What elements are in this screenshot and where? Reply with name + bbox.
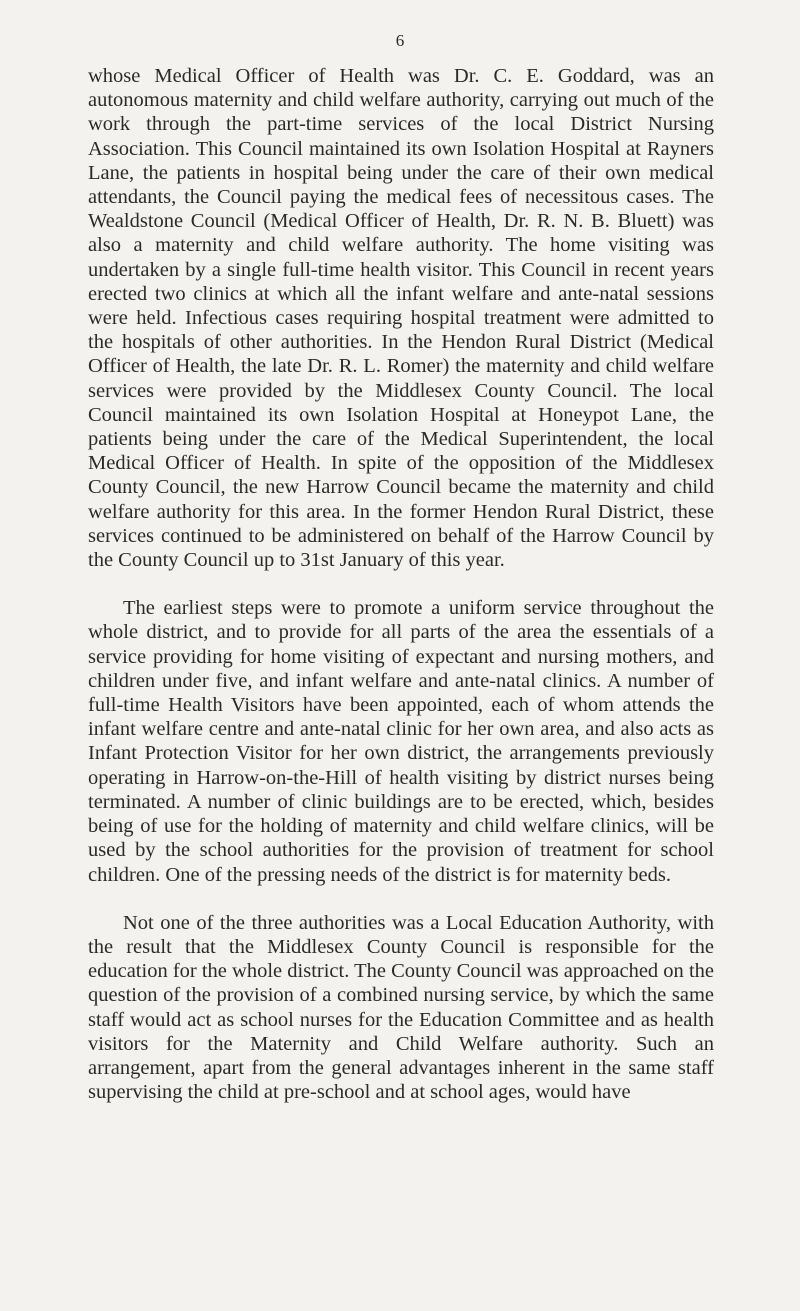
body-text — [88, 64, 714, 1104]
page-number: 6 — [395, 31, 405, 50]
paragraph-education-authority: Not one of the three authorities was a Local Education Authority, with the result that the Middlesex County Council is responsible for the education for the whole district. The County Council was approached on the question of the provision of a combined nursing service, by which the same staff would act as school nurses for the Education Committee and as health visitors for the Maternity and Child Welfare authority. Such an arrangement, apart from the general advantages inherent in the same staff supervising the child at pre-school and at school ages, would have — [88, 911, 714, 1104]
paragraph-continuation: whose Medical Officer of Health was Dr. C. E. Goddard, was an autonomous maternity and child welfare authority, carrying out much of the work through the part-time services of the local District Nursing Association. This Council maintained its own Isolation Hospital at Rayners Lane, the patients in hospital being under the care of their own medical attendants, the Council paying the medical fees of necessitous cases. The Wealdstone Council (Medical Officer of Health, Dr. R. N. B. Bluett) was also a maternity and child welfare authority. The home visiting was undertaken by a single full-time health visitor. This Council in recent years erected two clinics at which all the infant welfare and ante-natal sessions were held. Infectious cases requiring hospital treatment were admitted to the hospitals of other authorities. In the Hendon Rural District (Medical Officer of Health, the late Dr. R. L. Romer) the maternity and child welfare services were provided by the Middlesex County Council. The local Council maintained its own Isolation Hospital at Honeypot Lane, the patients being under the care of the Medical Superintendent, the local Medical Officer of Health. In spite of the opposition of the Middlesex County Council, the new Harrow Council became the maternity and child welfare authority for this area. In the former Hendon Rural District, these services continued to be administered on behalf of the Harrow Council by the County Council up to 31st January of this year. — [88, 65, 714, 572]
paragraph-earliest-steps: The earliest steps were to promote a uniform service throughout the whole district, and to provide for all parts of the area the essentials of a service providing for home visiting of expectant and nursing mothers, and children under five, and infant welfare and ante-natal clinics. A number of full-time Health Visitors have been appointed, each of whom attends the infant welfare centre and ante-natal clinic for her own area, and also acts as Infant Protection Visitor for her own district, the arrangements previously operating in Harrow-on-the-Hill of health visiting by district nurses being terminated. A number of clinic buildings are to be erected, which, besides being of use for the holding of maternity and child welfare clinics, will be used by the school authorities for the provision of treatment for school children. One of the pressing needs of the district is for maternity beds. — [88, 597, 714, 886]
